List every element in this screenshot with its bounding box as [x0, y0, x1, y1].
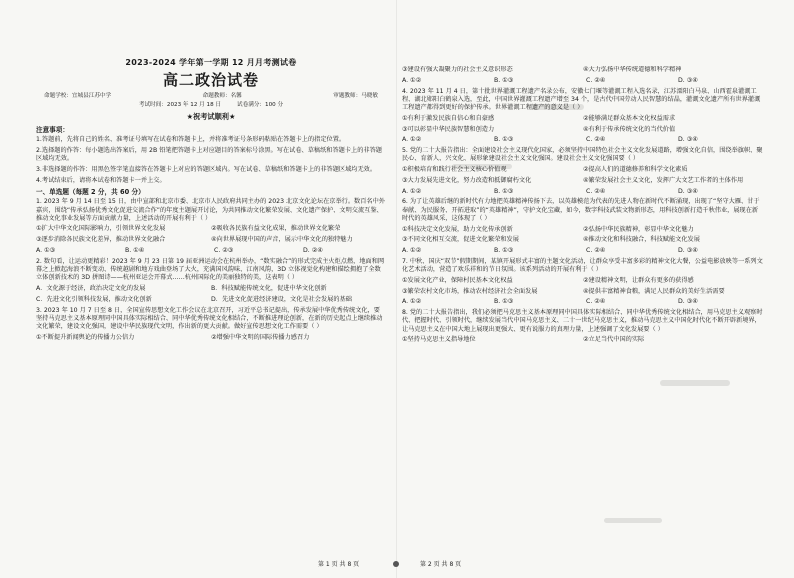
- choice: C. ②④: [586, 298, 606, 306]
- choice: A. ①②: [402, 187, 422, 195]
- page-number-left: 第 1 页 共 8 页: [318, 561, 360, 568]
- option: ①积极培育和践行社会主义核心价值观: [402, 166, 507, 174]
- choice: B. ①③: [494, 136, 514, 144]
- exam-score: 试卷满分：100 分: [237, 101, 284, 108]
- exam-meta-row: [36, 93, 386, 100]
- question-stem: 4. 2023 年 11 月 4 日，第十批世界灌溉工程遗产名录公布，安徽七门堰等灌溉工程入选名录，江苏溧阳白马泉、山西霍泉灌溉工程、湖北郧阳白鹤泉入选，至此，中国世界灌溉工程遗产增至 34 个，是古代中国劳动人民智慧的结晶，灌溉文化遗产所有世界灌溉工程遗产都得到更好的保护传承。世界灌溉工程遗产的意义是（ ）: [402, 87, 761, 111]
- option: D．先进文化促进经济建设，文化是社会发展的基础: [211, 295, 352, 303]
- page-fold-line: [396, 0, 397, 578]
- option: ④繁荣发展社会主义文化，发挥广大文艺工作者的主体作用: [583, 176, 744, 184]
- proposer-field: 命题教师：名馨: [202, 93, 242, 100]
- binding-hole: [393, 561, 399, 567]
- choice: A. ①②: [402, 247, 422, 255]
- choice: B. ①③: [494, 187, 514, 195]
- option: ④向世界展现中国的声音，展示中华文化的独特魅力: [211, 236, 353, 244]
- option: ③繁荣农村文化市场，推动农村经济社会全面发展: [402, 287, 538, 295]
- option: ④有利于传承传统文化的当代价值: [583, 125, 676, 133]
- option-row: [402, 115, 764, 123]
- option-row: [402, 177, 764, 185]
- option: C．先进文化引领科技发展，推动文化创新: [36, 295, 152, 303]
- choice: D. ③④: [678, 136, 698, 144]
- option: A．文化源于经济，政治决定文化的发展: [36, 284, 146, 292]
- option-row: [402, 336, 764, 344]
- option-row: [402, 166, 764, 174]
- question-stem: 3. 2023 年 10 月 7 日至 8 日，全国宣传思想文化工作会议在北京召开，习近平总书记提出，传承发展中华优秀传统文化，要坚持马克思主义基本原理同中国具体实际相结合、同中华优秀传统文化相结合，不断推进理论创新，在新的历史起点上继续推动文化繁荣，建设文化强国，建设中华民族现代文明，作出新的更大贡献。做好宣传思想文化工作需要（ ）: [36, 306, 383, 330]
- option: ③不同文化相互交流，促进文化繁荣和发展: [402, 236, 519, 244]
- option: ①坚持马克思主义指导地位: [402, 336, 476, 344]
- subject-title: 高二政治试卷: [162, 70, 259, 89]
- notice-item: 2.选择题的作答：每小题选出答案后，用 2B 铅笔把答题卡上对应题目的答案标号涂黑。写在试卷、草稿纸和答题卡上的非答题区域均无效。: [36, 147, 382, 163]
- option: ②吸收各民族有益文化成果，推动世界文化繁荣: [211, 225, 341, 233]
- question-stem: 1. 2023 年 9 月 14 日至 15 日，由中宣部和北京市委、北京市人民政府共同主办的 2023 北京文化论坛在京举行。数百名中外嘉宾，围绕“传承弘扬优秀文化促进交流合作”的年度主题展开讨论，为共同推动文化繁荣发展、文化遗产保护、文明交流互鉴、推动文化事业发展等方面贡献力量，上述活动的开展有利于（ ）: [36, 198, 385, 222]
- page-number-right: 第 2 页 共 8 页: [420, 561, 462, 568]
- choice-row: [402, 77, 764, 85]
- option: ①发展文化产业，保障村民基本文化权益: [402, 276, 513, 284]
- left-page: [36, 58, 386, 550]
- right-page: [402, 66, 764, 550]
- choice: D. ②④: [303, 247, 323, 255]
- option: ②提高人们的道德修养和科学文化素质: [583, 166, 688, 174]
- choice: B. ①③: [494, 298, 514, 306]
- option: ④提供丰富精神食粮，满足人民群众的美好生活需要: [583, 287, 725, 295]
- option: ②立足当代中国的实际: [583, 336, 645, 344]
- option-row: [36, 236, 386, 244]
- option: ①不断提升新闻舆论的传播力公信力: [36, 333, 135, 341]
- choice-row: [402, 188, 764, 196]
- option-row: [402, 226, 764, 234]
- reviewer-field: 审题教师：马晓敏: [333, 93, 378, 100]
- exam-date: 考试时间：2023 年 12 月 18 日: [138, 101, 222, 108]
- option-row: [402, 66, 764, 74]
- option: ②能够满足群众基本文化权益需求: [583, 114, 676, 122]
- exam-title: 2023-2024 学年第一学期 12 月月考测试卷: [125, 58, 297, 67]
- choice: C. ②④: [586, 136, 606, 144]
- question-stem: 2. 数句看，让运动更精彩！2023 年 9 月 23 日第 19 届亚洲运动会在杭州举办，“数实融合”的形式完成主火炬点燃，地面和网幕之上掀起海浪不断变动、传统越剧和地方戏曲登场了大火，充满国风韵味、江南风韵，3D 立体视觉化构建和描绘拥抱了全数立体创新技术的 3D 拼图诗——杭州亚运会开幕式……杭州国际化的美丽独特的美，这表明（ ）: [36, 257, 385, 282]
- option-row: [36, 296, 386, 304]
- choice-row: [402, 298, 764, 306]
- choice: B. ①③: [494, 76, 514, 84]
- question-stem: 8. 党的二十大报告指出，我们必须把马克思主义基本原理同中国具体实际相结合、同中华优秀传统文化相结合，用马克思主义观察时代、把握时代、引领时代，继续发展当代中国马克思主义、二十一世纪马克思主义，推动马克思主义中国化时代化不断开辟新境界，让马克思主义在中国大地上展现出更强大、更有说服力的真理力量，上述强调了文化发展要（ ）: [402, 309, 763, 333]
- choice-row: [402, 136, 764, 144]
- choice: D. ③④: [678, 187, 698, 195]
- option: ①扩大中华文化国际影响力，引领世界文化发展: [36, 225, 166, 233]
- choice: A. ①②: [402, 76, 422, 84]
- option: ①有利于激发民族自信心和自豪感: [402, 114, 495, 122]
- option: B．科技赋能传统文化，促进中华文化创新: [211, 284, 327, 292]
- notice-item: 3.非选择题的作答：用黑色签字笔直接答在答题卡上对应的答题区域内。写在试卷、草稿纸和答题卡上的非答题区域均无效。: [36, 166, 377, 174]
- choice: A. ①②: [402, 136, 422, 144]
- option: ②增强中华文明的国际传播力感召力: [211, 333, 310, 341]
- option: ③大力发展先进文化，努力改造和抵御腐朽文化: [402, 176, 532, 184]
- question-stem: 5. 党的二十大报告指出：全面建设社会主义现代化国家，必须坚持中国特色社会主义文化发展道路，增强文化自信，围绕举旗帜、聚民心、育新人、兴文化、展形象建设社会主义文化强国。建设社会主义文化强国要（ ）: [402, 147, 763, 163]
- option-row: [402, 236, 764, 244]
- choice-row: [402, 247, 764, 255]
- choice: C. ②④: [586, 247, 606, 255]
- option-row: [402, 126, 764, 134]
- choice: B. ①④: [125, 247, 145, 255]
- choice: B. ①③: [494, 247, 514, 255]
- choice: C. ②④: [586, 187, 606, 195]
- option: ③可以彰显中华民族智慧和创造力: [402, 125, 495, 133]
- exam-time-row: [36, 102, 386, 109]
- option: ①科技决定文化发展，助力文化传承创新: [402, 225, 513, 233]
- option-row: [402, 288, 764, 296]
- notice-item: 1.答题前，先将自己的姓名、准考证号填写在试卷和答题卡上，并将准考证号条形码粘贴在答题卡上的指定位置。: [36, 136, 346, 144]
- question-stem: 6. 为了让英雄后继的新时代有力地把英雄精神传扬下去，以英雄模范为代表的先进人物在新时代不断涌现，出现了“坚守大雁、甘于奉献、为民服务、开拓进取”的“英雄精神”，守护文化宝藏，如今，数字科技武装文物新形态，用科技创新打造千秋伟业，展现在新时代的英雄风采，这体现了（ ）: [402, 198, 760, 222]
- option-row: [36, 285, 386, 293]
- choice: C. ②③: [214, 247, 234, 255]
- question-stem: 7. 中秋、国庆“双节”假期期间，某镇开展形式丰富的主题文化活动，让群众享受丰富多彩的精神文化大餐，公益电影放映等一系列文化艺术活动，营造了欢乐祥和的节日氛围。该系列活动的开展有利于（ ）: [402, 257, 763, 274]
- choice: A. ①③: [36, 247, 56, 255]
- choice-row: [36, 247, 386, 255]
- choice: D. ③④: [678, 76, 698, 84]
- option: ②弘扬中华民族精神，彰显中华文化魅力: [583, 225, 694, 233]
- option: ③建设有强大凝聚力的社会主义意识形态: [402, 66, 513, 73]
- notice-heading: 注意事项：: [36, 125, 69, 134]
- choice: C. ②④: [586, 76, 606, 84]
- choice: A. ①②: [402, 298, 422, 306]
- option-row: [36, 334, 386, 342]
- choice: D. ③④: [678, 247, 698, 255]
- option: ④大力弘扬中华传统道德和科学精神: [583, 66, 682, 73]
- option-row: [36, 225, 386, 233]
- option-row: [402, 277, 764, 285]
- option: ②建设精神文明，让群众有更多的获得感: [583, 276, 694, 284]
- choice: D. ③④: [678, 298, 698, 306]
- notice-item: 4.考试结束后，请将本试卷和答题卡一并上交。: [36, 176, 166, 184]
- setter-field: 命题学校：宜城县江苏中学: [44, 93, 112, 100]
- exam-motto: ★祝考试顺利★: [186, 112, 236, 122]
- section-heading: 一、单选题（每题 2 分，共 60 分）: [36, 187, 145, 196]
- option: ④推动文化和科技融合，科技赋能文化发展: [583, 236, 700, 244]
- option: ③逐步消除各民族文化差异，推动世界文化融合: [36, 236, 166, 244]
